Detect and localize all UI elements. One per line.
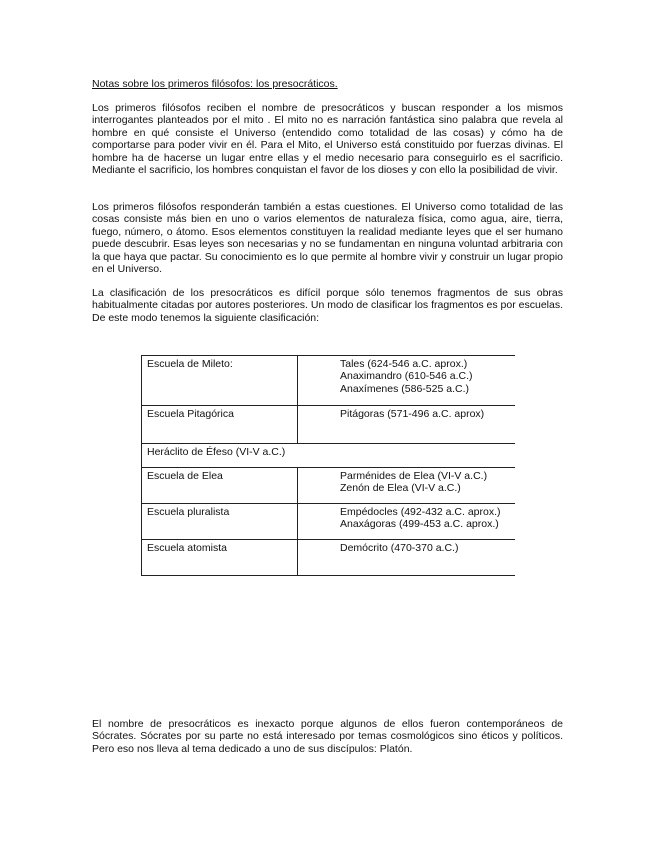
paragraph-primeros-filosofos: Los primeros filósofos responderán también a estas cuestiones. El Universo como totalidad de las cosas consiste más bien en uno o varios elementos de naturaleza física, como agua, aire, tierra, fuego, número, o átomo. Esos elementos constituyen la realidad mediante leyes que el ser humano puede descubrir. Esas leyes son necesarias y no se fundamentan en ninguna voluntad arbitraria con la que haya que pactar. Su conocimiento es lo que permite al hombre vivir y construir un lugar propio en el Universo. bbox=[92, 201, 563, 276]
philosophers-cell bbox=[298, 504, 516, 540]
paragraph-clasificacion: La clasificación de los presocráticos es difícil porque sólo tenemos fragmentos de sus obras habitualmente citadas por autores posteriores. Un modo de clasificar los fragmentos es por escuelas. De este modo tenemos la siguiente clasificación: bbox=[92, 287, 563, 324]
philosopher-entry: Anaxímenes (586-525 a.C.) bbox=[340, 382, 469, 395]
school-name-cell: Escuela de Mileto: bbox=[142, 356, 298, 406]
school-name-cell: Escuela Pitagórica bbox=[142, 406, 298, 444]
philosopher-entry: Demócrito (470-370 a.C.) bbox=[340, 542, 459, 554]
school-name-cell: Escuela pluralista bbox=[142, 504, 298, 540]
table-row-pitagorica bbox=[142, 406, 516, 444]
philosopher-entry: Zenón de Elea (VI-V a.C.) bbox=[340, 482, 461, 495]
philosopher-entry: Anaxágoras (499-453 a.C. aprox.) bbox=[340, 518, 499, 531]
table-row-mileto bbox=[142, 356, 516, 406]
school-name-cell: Escuela de Elea bbox=[142, 468, 298, 504]
philosophers-cell bbox=[298, 540, 516, 576]
heraclito-cell: Heráclito de Éfeso (VI-V a.C.) bbox=[142, 444, 516, 468]
philosopher-entry: Anaximandro (610-546 a.C.) bbox=[340, 370, 473, 383]
philosophers-cell bbox=[298, 406, 516, 444]
document-title: Notas sobre los primeros filósofos: los presocráticos. bbox=[92, 78, 338, 90]
table-row-atomista bbox=[142, 540, 516, 576]
philosophers-cell bbox=[298, 468, 516, 504]
school-name-cell: Escuela atomista bbox=[142, 540, 298, 576]
table-row-heraclito bbox=[142, 444, 516, 468]
table-row-elea bbox=[142, 468, 516, 504]
schools-table bbox=[141, 355, 515, 576]
philosopher-entry: Parménides de Elea (VI-V a.C.) bbox=[340, 470, 488, 482]
philosopher-entry: Pitágoras (571-496 a.C. aprox) bbox=[340, 408, 485, 420]
philosophers-cell bbox=[298, 356, 516, 406]
philosopher-entry: Empédocles (492-432 a.C. aprox.) bbox=[340, 506, 501, 518]
paragraph-mito: Los primeros filósofos reciben el nombre de presocráticos y buscan responder a los mismos interrogantes planteados por el mito . El mito no es narración fantástica sino palabra que revela al hombre en qué consiste el Universo (entendido como totalidad de las cosas) y cómo ha de comportarse para poder vivir en él. Para el Mito, el Universo está constituido por fuerzas divinas. El hombre ha de hacerse un lugar entre ellas y el medio necesario para conseguirlo es el sacrificio. Mediante el sacrificio, los hombres conquistan el favor de los dioses y con ello la posibilidad de vivir. bbox=[92, 102, 563, 177]
philosopher-entry: Tales (624-546 a.C. aprox.) bbox=[340, 358, 468, 370]
paragraph-conclusion: El nombre de presocráticos es inexacto porque algunos de ellos fueron contemporáneos de Sócrates. Sócrates por su parte no está interesado por temas cosmológicos sino éticos y políticos. Pero eso nos lleva al tema dedicado a uno de sus discípulos: Platón. bbox=[92, 718, 563, 755]
table-row-pluralista bbox=[142, 504, 516, 540]
